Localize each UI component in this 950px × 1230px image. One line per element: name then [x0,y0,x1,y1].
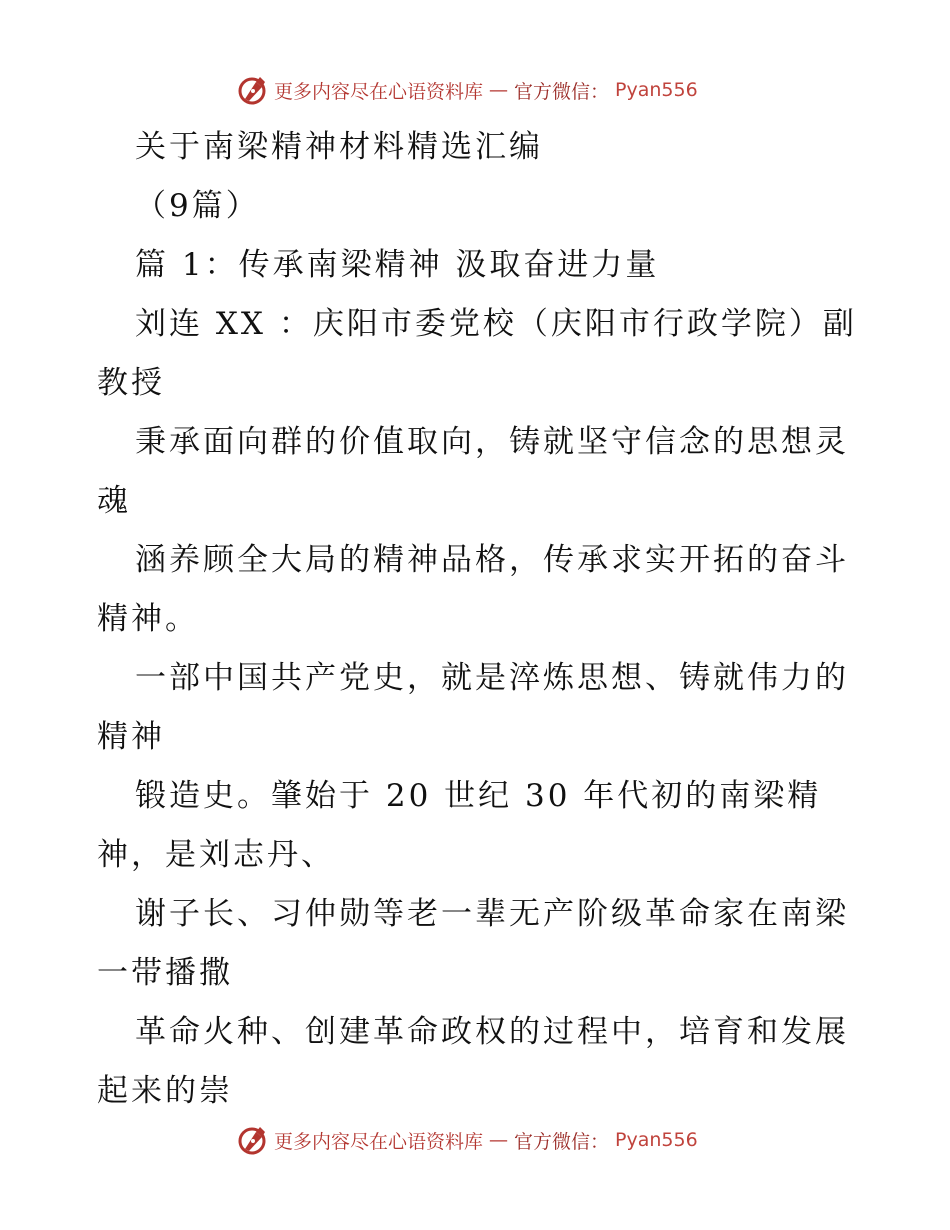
paragraph-line: 涵养顾全大局的精神品格，传承求实开拓的奋斗 [135,542,849,578]
paragraph-line: 锻造史。肇始于 20 世纪 30 年代初的南梁精 [135,778,822,814]
watermark-contact-label: 官方微信： [514,1130,610,1153]
pen-nib-circle-icon [236,74,268,106]
paragraph-line: 起来的崇 [97,1073,233,1109]
paragraph-line: 谢子长、习仲勋等老一辈无产阶级革命家在南梁 [135,896,849,932]
paragraph-line: 革命火种、创建革命政权的过程中，培育和发展 [135,1014,849,1050]
author-line: 刘连 XX ：庆阳市委党校（庆阳市行政学院）副 [135,306,857,342]
section-heading: 篇 1：传承南梁精神 汲取奋进力量 [135,247,660,283]
paragraph-line: 精神 [97,719,165,755]
document-body [97,118,867,1121]
author-line-cont: 教授 [97,365,165,401]
watermark-contact-handle: Pyan556 [615,1129,698,1151]
watermark-site-text: 更多内容尽在心语资料库 [274,80,484,103]
paragraph-line: 神，是刘志丹、 [97,837,335,873]
doc-count: （9篇） [135,188,260,224]
watermark-contact-label: 官方微信： [514,80,610,103]
pen-nib-circle-icon [236,1124,268,1156]
doc-title: 关于南梁精神材料精选汇编 [135,129,543,165]
watermark-separator: — [489,79,509,101]
paragraph-line: 精神。 [97,601,199,637]
paragraph-line: 魂 [97,483,131,519]
paragraph-line: 一部中国共产党史，就是淬炼思想、铸就伟力的 [135,660,849,696]
watermark-site-text: 更多内容尽在心语资料库 [274,1130,484,1153]
watermark-contact-handle: Pyan556 [615,79,698,101]
paragraph-line: 一带播撒 [97,955,233,991]
watermark-separator: — [489,1129,509,1151]
watermark-header [236,74,698,106]
paragraph-line: 秉承面向群的价值取向，铸就坚守信念的思想灵 [135,424,849,460]
watermark-footer [236,1124,698,1156]
